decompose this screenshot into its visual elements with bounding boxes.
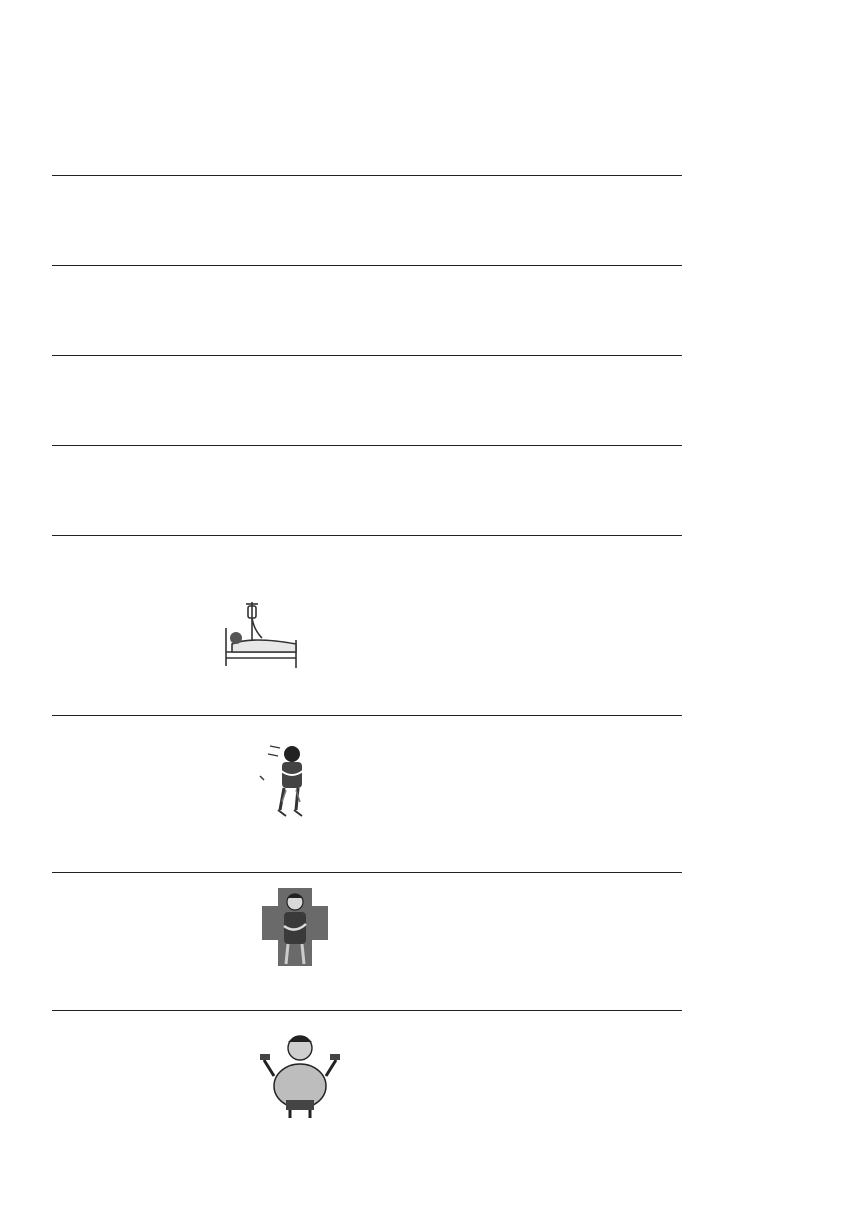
- man-with-stomachache-icon: [262, 888, 328, 966]
- boy-in-hospital-bed-icon: [222, 600, 302, 672]
- answer-line-6-4[interactable]: [52, 445, 682, 446]
- overweight-boy-icon: [260, 1030, 340, 1120]
- answer-line-6-2[interactable]: [52, 265, 682, 266]
- boy-shivering-cold-icon: [256, 740, 312, 822]
- answer-line-7-1[interactable]: [52, 715, 682, 716]
- answer-line-6-1[interactable]: [52, 175, 682, 176]
- answer-line-6-3[interactable]: [52, 355, 682, 356]
- answer-line-7-2[interactable]: [52, 872, 682, 873]
- answer-line-6-5[interactable]: [52, 535, 682, 536]
- answer-line-7-3[interactable]: [52, 1010, 682, 1011]
